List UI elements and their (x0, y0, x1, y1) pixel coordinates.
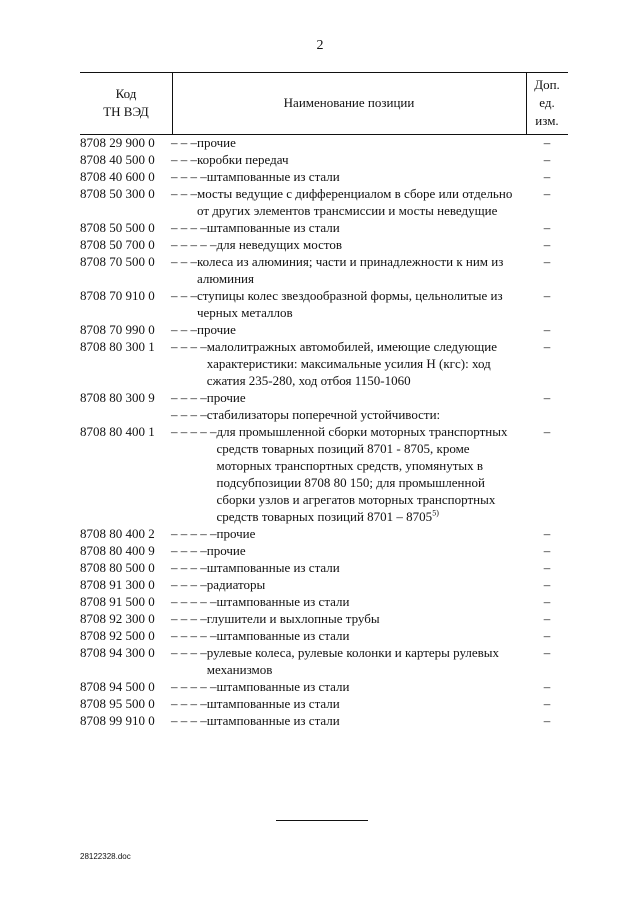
row-unit: – (543, 339, 551, 354)
row-unit (526, 406, 568, 423)
header-dop-line3: изм. (535, 113, 559, 128)
row-text: малолитражных автомобилей, имеющие следующие характеристики: максимальные усилия Н (кгс): ход сжатия 235-280, ход отбоя 1150-1060 (206, 339, 497, 388)
table-row (80, 559, 568, 576)
table-row (80, 627, 568, 644)
row-description (171, 134, 526, 151)
row-dashes: – – – – – (171, 237, 217, 252)
row-description (171, 627, 526, 644)
row-dashes: – – – (171, 254, 197, 269)
row-unit: – (543, 152, 551, 167)
row-description (171, 610, 526, 627)
table-body (80, 134, 568, 729)
row-unit: – (543, 254, 551, 269)
table-row (80, 525, 568, 542)
row-code (80, 406, 171, 423)
row-text: прочие (206, 390, 246, 405)
table-row (80, 423, 568, 525)
row-dashes: – – – (171, 288, 197, 303)
table-row (80, 219, 568, 236)
row-description (171, 423, 526, 525)
row-code: 8708 80 400 1 (80, 424, 155, 439)
table-row (80, 338, 568, 389)
row-dashes: – – – – (171, 169, 207, 184)
row-code: 8708 92 300 0 (80, 611, 155, 626)
row-dashes: – – – – (171, 645, 207, 660)
row-dashes: – – – – – (171, 424, 217, 439)
header-code-line2: ТН ВЭД (103, 104, 149, 119)
row-dashes: – – – (171, 186, 197, 201)
row-unit: – (543, 186, 551, 201)
table-row (80, 389, 568, 406)
row-dashes: – – – (171, 152, 197, 167)
row-description (171, 253, 526, 287)
row-text: штампованные из стали (216, 628, 350, 643)
row-unit: – (543, 679, 551, 694)
table-row (80, 644, 568, 678)
row-unit: – (543, 611, 551, 626)
table-row (80, 236, 568, 253)
row-text-wrap (217, 423, 527, 525)
row-unit: – (543, 713, 551, 728)
row-code: 8708 50 700 0 (80, 237, 155, 252)
row-code: 8708 91 300 0 (80, 577, 155, 592)
row-dashes: – – – – (171, 577, 207, 592)
row-description (171, 559, 526, 576)
row-dashes: – – – – (171, 220, 207, 235)
header-name (172, 72, 526, 134)
table-row (80, 593, 568, 610)
row-code: 8708 80 300 9 (80, 390, 155, 405)
row-text: для промышленной сборки моторных транспортных средств товарных позиций 8701 - 8705, кроме моторных транспортных средств, упомянутых в подсубпозиции 8708 80 150; для промышленной сборки узлов и агрегатов моторных транспортных средств товарных позиций 8701 – 8705 (216, 424, 508, 524)
row-dashes: – – – (171, 135, 197, 150)
table-row (80, 134, 568, 151)
row-description (171, 576, 526, 593)
row-dashes: – – – – (171, 713, 207, 728)
row-unit: – (543, 594, 551, 609)
row-unit: – (543, 169, 551, 184)
row-code: 8708 80 300 1 (80, 339, 155, 354)
row-description (171, 525, 526, 542)
table-row (80, 712, 568, 729)
row-unit: – (543, 560, 551, 575)
row-unit: – (543, 526, 551, 541)
row-code: 8708 70 500 0 (80, 254, 155, 269)
row-unit: – (543, 237, 551, 252)
header-dop-line1: Доп. (534, 77, 560, 92)
table-row (80, 168, 568, 185)
row-code: 8708 80 400 2 (80, 526, 155, 541)
table-row (80, 185, 568, 219)
row-code: 8708 92 500 0 (80, 628, 155, 643)
row-description (171, 389, 526, 406)
table-row (80, 287, 568, 321)
row-dashes: – – – – (171, 696, 207, 711)
row-dashes: – – – – – (171, 526, 217, 541)
row-description (171, 678, 526, 695)
row-code: 8708 40 500 0 (80, 152, 155, 167)
row-description (171, 406, 526, 423)
row-description (171, 712, 526, 729)
row-description (171, 644, 526, 678)
table-row (80, 151, 568, 168)
row-code: 8708 94 500 0 (80, 679, 155, 694)
footnote-separator (276, 820, 368, 821)
footnote-marker: 5) (432, 508, 439, 518)
row-unit: – (543, 322, 551, 337)
table-row (80, 542, 568, 559)
row-code: 8708 80 400 9 (80, 543, 155, 558)
row-dashes: – – – – – (171, 679, 217, 694)
row-description (171, 542, 526, 559)
table-row (80, 321, 568, 338)
row-unit: – (543, 424, 551, 439)
row-unit: – (543, 696, 551, 711)
row-dashes: – – – – (171, 407, 207, 422)
header-code-line1: Код (115, 86, 137, 101)
row-code: 8708 94 300 0 (80, 645, 155, 660)
row-code: 8708 99 910 0 (80, 713, 155, 728)
table-row (80, 406, 568, 423)
row-text: прочие (216, 526, 256, 541)
row-description (171, 287, 526, 321)
row-description (171, 338, 526, 389)
table-row (80, 253, 568, 287)
row-text: мосты ведущие с дифференциалом в сборе или отдельно от других элементов трансмиссии и мосты неведущие (197, 186, 513, 218)
row-description (171, 236, 526, 253)
row-text: радиаторы (206, 577, 266, 592)
row-dashes: – – – – (171, 390, 207, 405)
row-code: 8708 70 910 0 (80, 288, 155, 303)
row-code: 8708 40 600 0 (80, 169, 155, 184)
row-text: прочие (197, 322, 236, 337)
row-text: прочие (206, 543, 246, 558)
row-text: прочие (197, 135, 236, 150)
row-text: штампованные из стали (206, 220, 340, 235)
row-unit: – (543, 288, 551, 303)
row-text: штампованные из стали (216, 594, 350, 609)
row-dashes: – – – – (171, 560, 207, 575)
row-text: штампованные из стали (206, 169, 340, 184)
row-dashes: – – – – – (171, 594, 217, 609)
row-description (171, 151, 526, 168)
row-code: 8708 29 900 0 (80, 135, 155, 150)
table-row (80, 576, 568, 593)
row-unit: – (543, 220, 551, 235)
header-dop (526, 72, 568, 134)
row-dashes: – – – – (171, 611, 207, 626)
row-dashes: – – – (171, 322, 197, 337)
row-unit: – (543, 645, 551, 660)
row-text: штампованные из стали (216, 679, 350, 694)
row-text: рулевые колеса, рулевые колонки и картеры рулевых механизмов (206, 645, 500, 677)
file-name: 28122328.doc (80, 852, 131, 861)
row-code: 8708 91 500 0 (80, 594, 155, 609)
row-unit: – (543, 543, 551, 558)
row-text: коробки передач (197, 152, 289, 167)
row-description (171, 168, 526, 185)
row-unit: – (543, 577, 551, 592)
row-dashes: – – – – (171, 339, 207, 354)
header-name-text: Наименование позиции (283, 95, 415, 110)
row-code: 8708 70 990 0 (80, 322, 155, 337)
row-code: 8708 50 500 0 (80, 220, 155, 235)
row-description (171, 593, 526, 610)
row-description (171, 321, 526, 338)
row-text: глушители и выхлопные трубы (206, 611, 380, 626)
row-code: 8708 50 300 0 (80, 186, 155, 201)
row-description (171, 185, 526, 219)
row-text: штампованные из стали (206, 696, 340, 711)
table-row (80, 695, 568, 712)
row-unit: – (543, 135, 551, 150)
row-description (171, 695, 526, 712)
row-dashes: – – – – – (171, 628, 217, 643)
row-code: 8708 95 500 0 (80, 696, 155, 711)
row-code: 8708 80 500 0 (80, 560, 155, 575)
row-text: штампованные из стали (206, 713, 340, 728)
row-unit: – (543, 390, 551, 405)
page-number: 2 (316, 38, 324, 53)
row-text: стабилизаторы поперечной устойчивости: (206, 407, 441, 422)
row-dashes: – – – – (171, 543, 207, 558)
row-text: ступицы колес звездообразной формы, цельнолитые из черных металлов (197, 288, 503, 320)
header-code (80, 72, 172, 134)
table-row (80, 610, 568, 627)
row-text: штампованные из стали (206, 560, 340, 575)
row-unit: – (543, 628, 551, 643)
row-text: для неведущих мостов (216, 237, 343, 252)
header-dop-line2: ед. (539, 95, 555, 110)
row-description (171, 219, 526, 236)
row-text: колеса из алюминия; части и принадлежности к ним из алюминия (197, 254, 504, 286)
table-row (80, 678, 568, 695)
